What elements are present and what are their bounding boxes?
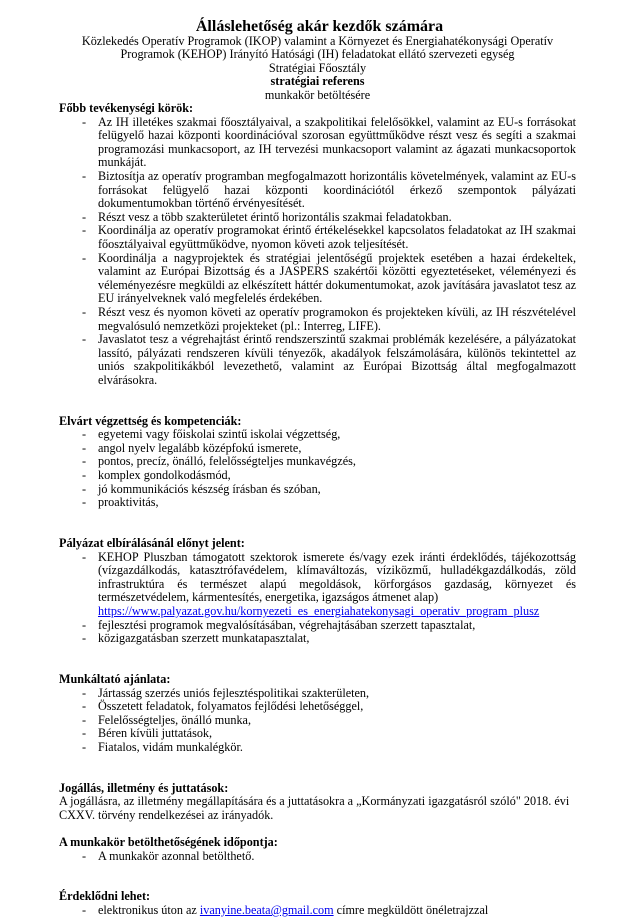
section-title-contact: Érdeklődni lehet: <box>59 889 151 904</box>
bullet-dash: - <box>82 712 87 727</box>
header-line-2: Programok (KEHOP) Irányító Hatósági (IH) feladatokat ellátó szervezeti egység <box>120 47 515 62</box>
header-line-1: Közlekedés Operatív Programok (IKOP) valamint a Környezet és Energiahatékonysági Operatív <box>81 34 554 48</box>
list-item: - KEHOP Pluszban támogatott szektorok ismerete és/vagy ezek iránti érdeklődés, tájékozottság (vízgazdálkodás, katasztrófavédelem, klímaváltozás, víziközmű, hulladékgazdálkodás, zöld infrastruktúra és természet alapú megoldások, körforgásos gazdaság, környezet és természetvédelem, kármentesítés, energetika, igazságos átmenet alap) https://www.palyazat.gov.hu/kornyezeti_es_energiahatekonysagi_operativ_program_plusz <box>82 549 576 618</box>
advantages-list <box>59 551 576 646</box>
list-item: - Részt vesz és nyomon követi az operatív programokon és projekteken kívüli, az IH részvételével megvalósuló nemzetközi projekteket (pl.: Interreg, LIFE). <box>82 304 576 333</box>
contact-list <box>59 904 576 918</box>
list-item: - A munkakör azonnal betölthető. <box>82 848 255 863</box>
bullet-dash: - <box>82 685 87 700</box>
bullet-dash: - <box>82 250 87 265</box>
section-title-offer: Munkáltató ajánlata: <box>59 671 171 686</box>
section-title-tasks: Főbb tevékenységi körök: <box>59 101 194 116</box>
bullet-dash: - <box>82 848 87 863</box>
bullet-dash: - <box>82 304 87 319</box>
bullet-dash: - <box>82 903 87 918</box>
requirements-list <box>59 428 576 510</box>
bullet-dash: - <box>82 169 87 183</box>
list-item: - proaktivitás, <box>82 495 159 510</box>
start-list <box>59 850 576 864</box>
offer-list <box>59 687 576 755</box>
list-item: - Béren kívüli juttatások, <box>82 726 213 741</box>
list-item: - Jártasság szerzés uniós fejlesztéspolitikai szakterületen, <box>82 685 370 700</box>
bullet-dash: - <box>82 617 87 632</box>
bullet-dash: - <box>82 114 87 129</box>
list-item: - komplex gondolkodásmód, <box>82 468 231 483</box>
page-title: Álláslehetőség akár kezdők számára <box>195 18 444 35</box>
list-item: - angol nyelv legalább középfokú ismerete, <box>82 440 302 455</box>
header-line-last: munkakör betöltésére <box>264 87 371 102</box>
list-item: - Biztosítja az operatív programban megfogalmazott horizontális követelmények, valamint az EU-s forrásokat felügyelő hazai központi koordinációtól érkező szempontok pályázati dokumentumokban történő érvényesítését. <box>82 169 576 211</box>
list-item: - Koordinálja a nagyprojektek és stratégiai jelentőségű projektek esetében a hazai érdekeltek, valamint az Európai Bizottság és a JASPERS szakértői közötti egyeztetéseket, véleményezi és véleményezésre megküldi az elkészített háttér dokumentumokat, azok javítására javaslatot tesz az EU irányelveknek való megfelelés érdekében. <box>82 250 576 306</box>
list-item: - Koordinálja az operatív programokat érintő értékelésekkel kapcsolatos feladatokat az IH szakmai főosztályaival együttműködve, nyomon követi azok teljesítését. <box>82 223 576 251</box>
list-item: - elektronikus úton az ivanyine.beata@gmail.com címre megküldött önéletrajzzal <box>82 903 489 918</box>
bullet-dash: - <box>82 427 87 442</box>
bullet-dash: - <box>82 468 87 483</box>
bullet-dash: - <box>82 440 87 455</box>
list-item: - fejlesztési programok megvalósításában, végrehajtásában szerzett tapasztalat, <box>82 617 476 632</box>
bullet-dash: - <box>82 454 87 469</box>
bullet-dash: - <box>82 209 87 224</box>
list-item: - egyetemi vagy főiskolai szintű iskolai végzettség, <box>82 427 341 442</box>
tasks-list <box>59 116 576 388</box>
list-item: - Javaslatot tesz a végrehajtást érintő rendszerszintű szakmai problémák kezelésére, a pályázatokat lassító, pályázati rendszeren kívüli tényezők, akadályok felszámolására, különös tekintettel az uniós szakpolitikákból levezethető, valamint az Európai Bizottság által megfogalmazott elvárásokra. <box>82 332 576 387</box>
bullet-dash: - <box>82 699 87 714</box>
list-item: - Az IH illetékes szakmai főosztályaival, a szakpolitikai felelősökkel, valamint az EU-s forrásokat felügyelő hazai központi koordinációval szorosan együttműködve részt vesz és segíti a szakmai programozási munkacsoport, az IH tervezési munkacsoport valamint az ágazati munkacsoportok munkáját. <box>82 114 576 170</box>
bullet-dash: - <box>82 332 87 347</box>
kehop-plusz-link[interactable]: https://www.palyazat.gov.hu/kornyezeti_es_energiahatekonysagi_operativ_program_plusz <box>98 604 540 618</box>
legal-text: A jogállásra, az illetmény megállapítására és a juttatásokra a „Kormányzati igazgatásról szóló" 2018. évi CXXV. törvény rendelkezései az irányadók. <box>59 794 570 822</box>
bullet-dash: - <box>82 495 87 510</box>
bullet-dash: - <box>82 481 87 496</box>
job-posting-document <box>59 18 576 918</box>
department-name: Stratégiai Főosztály <box>268 60 367 75</box>
list-item: - Összetett feladatok, folyamatos fejlődési lehetőséggel, <box>82 699 364 714</box>
section-title-advantages: Pályázat elbírálásánál előnyt jelent: <box>59 536 245 551</box>
section-title-legal: Jogállás, illetmény és juttatások: <box>59 780 229 795</box>
position-name: stratégiai referens <box>270 74 365 89</box>
bullet-dash: - <box>82 549 87 564</box>
list-item: - jó kommunikációs készség írásban és szóban, <box>82 481 321 496</box>
bullet-dash: - <box>82 631 87 646</box>
list-item: - Részt vesz a több szakterületet érintő horizontális szakmai feladatokban. <box>82 209 452 224</box>
bullet-dash: - <box>82 223 87 238</box>
section-title-requirements: Elvárt végzettség és kompetenciák: <box>59 413 242 428</box>
contact-email-link[interactable]: ivanyine.beata@gmail.com <box>199 903 334 918</box>
document-header <box>59 18 576 102</box>
list-item: - Felelősségteljes, önálló munka, <box>82 712 251 727</box>
section-title-start: A munkakör betölthetőségének időpontja: <box>59 835 278 850</box>
bullet-dash: - <box>82 739 87 754</box>
list-item: - közigazgatásban szerzett munkatapasztalat, <box>82 631 310 646</box>
list-item: - pontos, precíz, önálló, felelősségteljes munkavégzés, <box>82 454 356 469</box>
list-item: - Fiatalos, vidám munkalégkör. <box>82 739 243 754</box>
bullet-dash: - <box>82 726 87 741</box>
